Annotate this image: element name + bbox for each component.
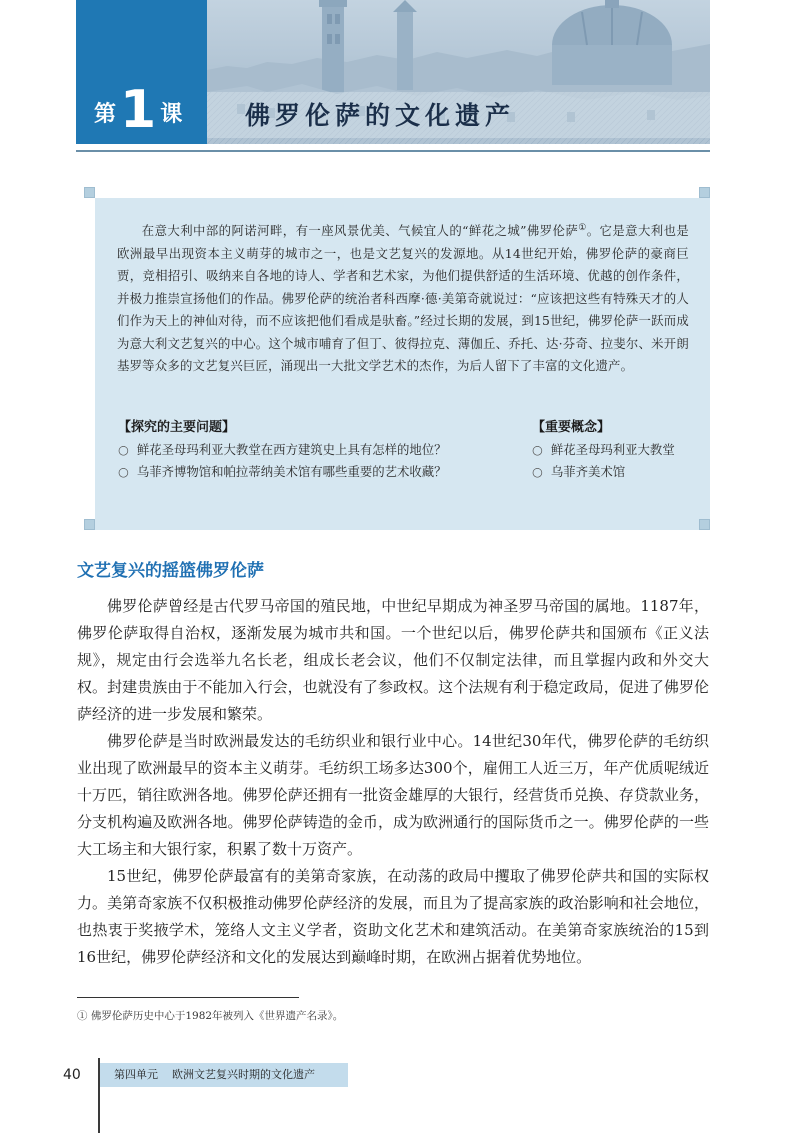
section-body <box>77 593 709 971</box>
page-number: 40 <box>63 1067 81 1083</box>
concept-item <box>532 439 675 461</box>
panel-corner-top-left <box>84 187 95 198</box>
footnote-divider <box>77 997 299 998</box>
panel-corner-bottom-right <box>699 519 710 530</box>
key-concepts-heading: 【重要概念】 <box>532 420 611 435</box>
lesson-title: 佛罗伦萨的文化遗产 <box>245 101 516 130</box>
unit-name: 第四单元 <box>114 1068 158 1081</box>
lesson-label <box>94 80 183 140</box>
bullet-icon: ○ <box>532 464 543 479</box>
panel-corner-bottom-left <box>84 519 95 530</box>
concept-item <box>532 461 675 483</box>
question-item <box>118 461 447 483</box>
lesson-suffix: 课 <box>160 102 183 127</box>
question-item <box>118 439 447 461</box>
unit-title: 欧洲文艺复兴时期的文化遗产 <box>172 1068 315 1081</box>
key-concepts <box>532 416 675 483</box>
lesson-prefix: 第 <box>94 102 117 127</box>
key-questions <box>118 416 447 483</box>
body-paragraph: 15世纪，佛罗伦萨最富有的美第奇家族，在动荡的政局中攫取了佛罗伦萨共和国的实际权力。美第奇家族不仅积极推动佛罗伦萨经济的发展，而且为了提高家族的政治影响和社会地位，也热衷于奖掖学术，笼络人文主义学者，资助文化艺术和建筑活动。在美第奇家族统治的15到16世纪，佛罗伦萨经济和文化的发展达到巅峰时期，在欧洲占据着优势地位。 <box>77 867 709 966</box>
unit-label <box>100 1063 348 1087</box>
footnote-marker[interactable]: ① <box>578 223 587 233</box>
bullet-icon: ○ <box>118 464 129 479</box>
bullet-icon: ○ <box>532 442 543 457</box>
concept-text: 乌菲齐美术馆 <box>550 464 626 479</box>
intro-text-start: 在意大利中部的阿诺河畔，有一座风景优美、气候宜人的“鲜花之城”佛罗伦萨 <box>141 223 579 239</box>
lesson-number-tab <box>76 0 207 144</box>
footnote: ① 佛罗伦萨历史中心于1982年被列入《世界遗产名录》。 <box>77 1010 344 1022</box>
body-paragraph: 佛罗伦萨曾经是古代罗马帝国的殖民地，中世纪早期成为神圣罗马帝国的属地。1187年，佛罗伦萨取得自治权，逐渐发展为城市共和国。一个世纪以后，佛罗伦萨共和国颁布《正义法规》，规定由行会选举九名长老，组成长老会议，他们不仅制定法律，而且掌握内政和外交大权。封建贵族由于不能加入行会，也就没有了参政权。这个法规有利于稳定政局，促进了佛罗伦萨经济的进一步发展和繁荣。 <box>77 597 709 723</box>
key-questions-heading: 【探究的主要问题】 <box>118 420 236 435</box>
lesson-number: 1 <box>120 80 157 140</box>
question-text: 乌菲齐博物馆和帕拉蒂纳美术馆有哪些重要的艺术收藏？ <box>136 464 447 479</box>
panel-corner-top-right <box>699 187 710 198</box>
section-title: 文艺复兴的摇篮佛罗伦萨 <box>77 561 264 581</box>
header-divider <box>76 150 710 152</box>
question-text: 鲜花圣母玛利亚大教堂在西方建筑史上具有怎样的地位？ <box>136 442 447 457</box>
intro-paragraph <box>117 217 689 378</box>
intro-text-rest: 。它是意大利也是欧洲最早出现资本主义萌芽的城市之一，也是文艺复兴的发源地。从14世纪开始，佛罗伦萨的豪商巨贾，竞相招引、吸纳来自各地的诗人、学者和艺术家，为他们提供舒适的生活环境、优越的创作条件，并极力推崇宣扬他们的作品。佛罗伦萨的统治者科西摩·德·美第奇就说过：“应该把这些有特殊天才的人们作为天上的神仙对待，而不应该把他们看成是驮畜。”经过长期的发展，到15世纪，佛罗伦萨一跃而成为意大利文艺复兴的中心。这个城市哺育了但丁、彼得拉克、薄伽丘、乔托、达·芬奇、拉斐尔、米开朗基罗等众多的文艺复兴巨匠，涌现出一大批文学艺术的杰作，为后人留下了丰富的文化遗产。 <box>117 223 689 374</box>
bullet-icon: ○ <box>118 442 129 457</box>
concept-text: 鲜花圣母玛利亚大教堂 <box>550 442 675 457</box>
body-paragraph: 佛罗伦萨是当时欧洲最发达的毛纺织业和银行业中心。14世纪30年代，佛罗伦萨的毛纺织业出现了欧洲最早的资本主义萌芽。毛纺织工场多达300个，雇佣工人近三万，年产优质呢绒近十万匹，销往欧洲各地。佛罗伦萨还拥有一批资金雄厚的大银行，经营货币兑换、存贷款业务，分支机构遍及欧洲各地。佛罗伦萨铸造的金币，成为欧洲通行的国际货币之一。佛罗伦萨的一些大工场主和大银行家，积累了数十万资产。 <box>77 732 709 858</box>
